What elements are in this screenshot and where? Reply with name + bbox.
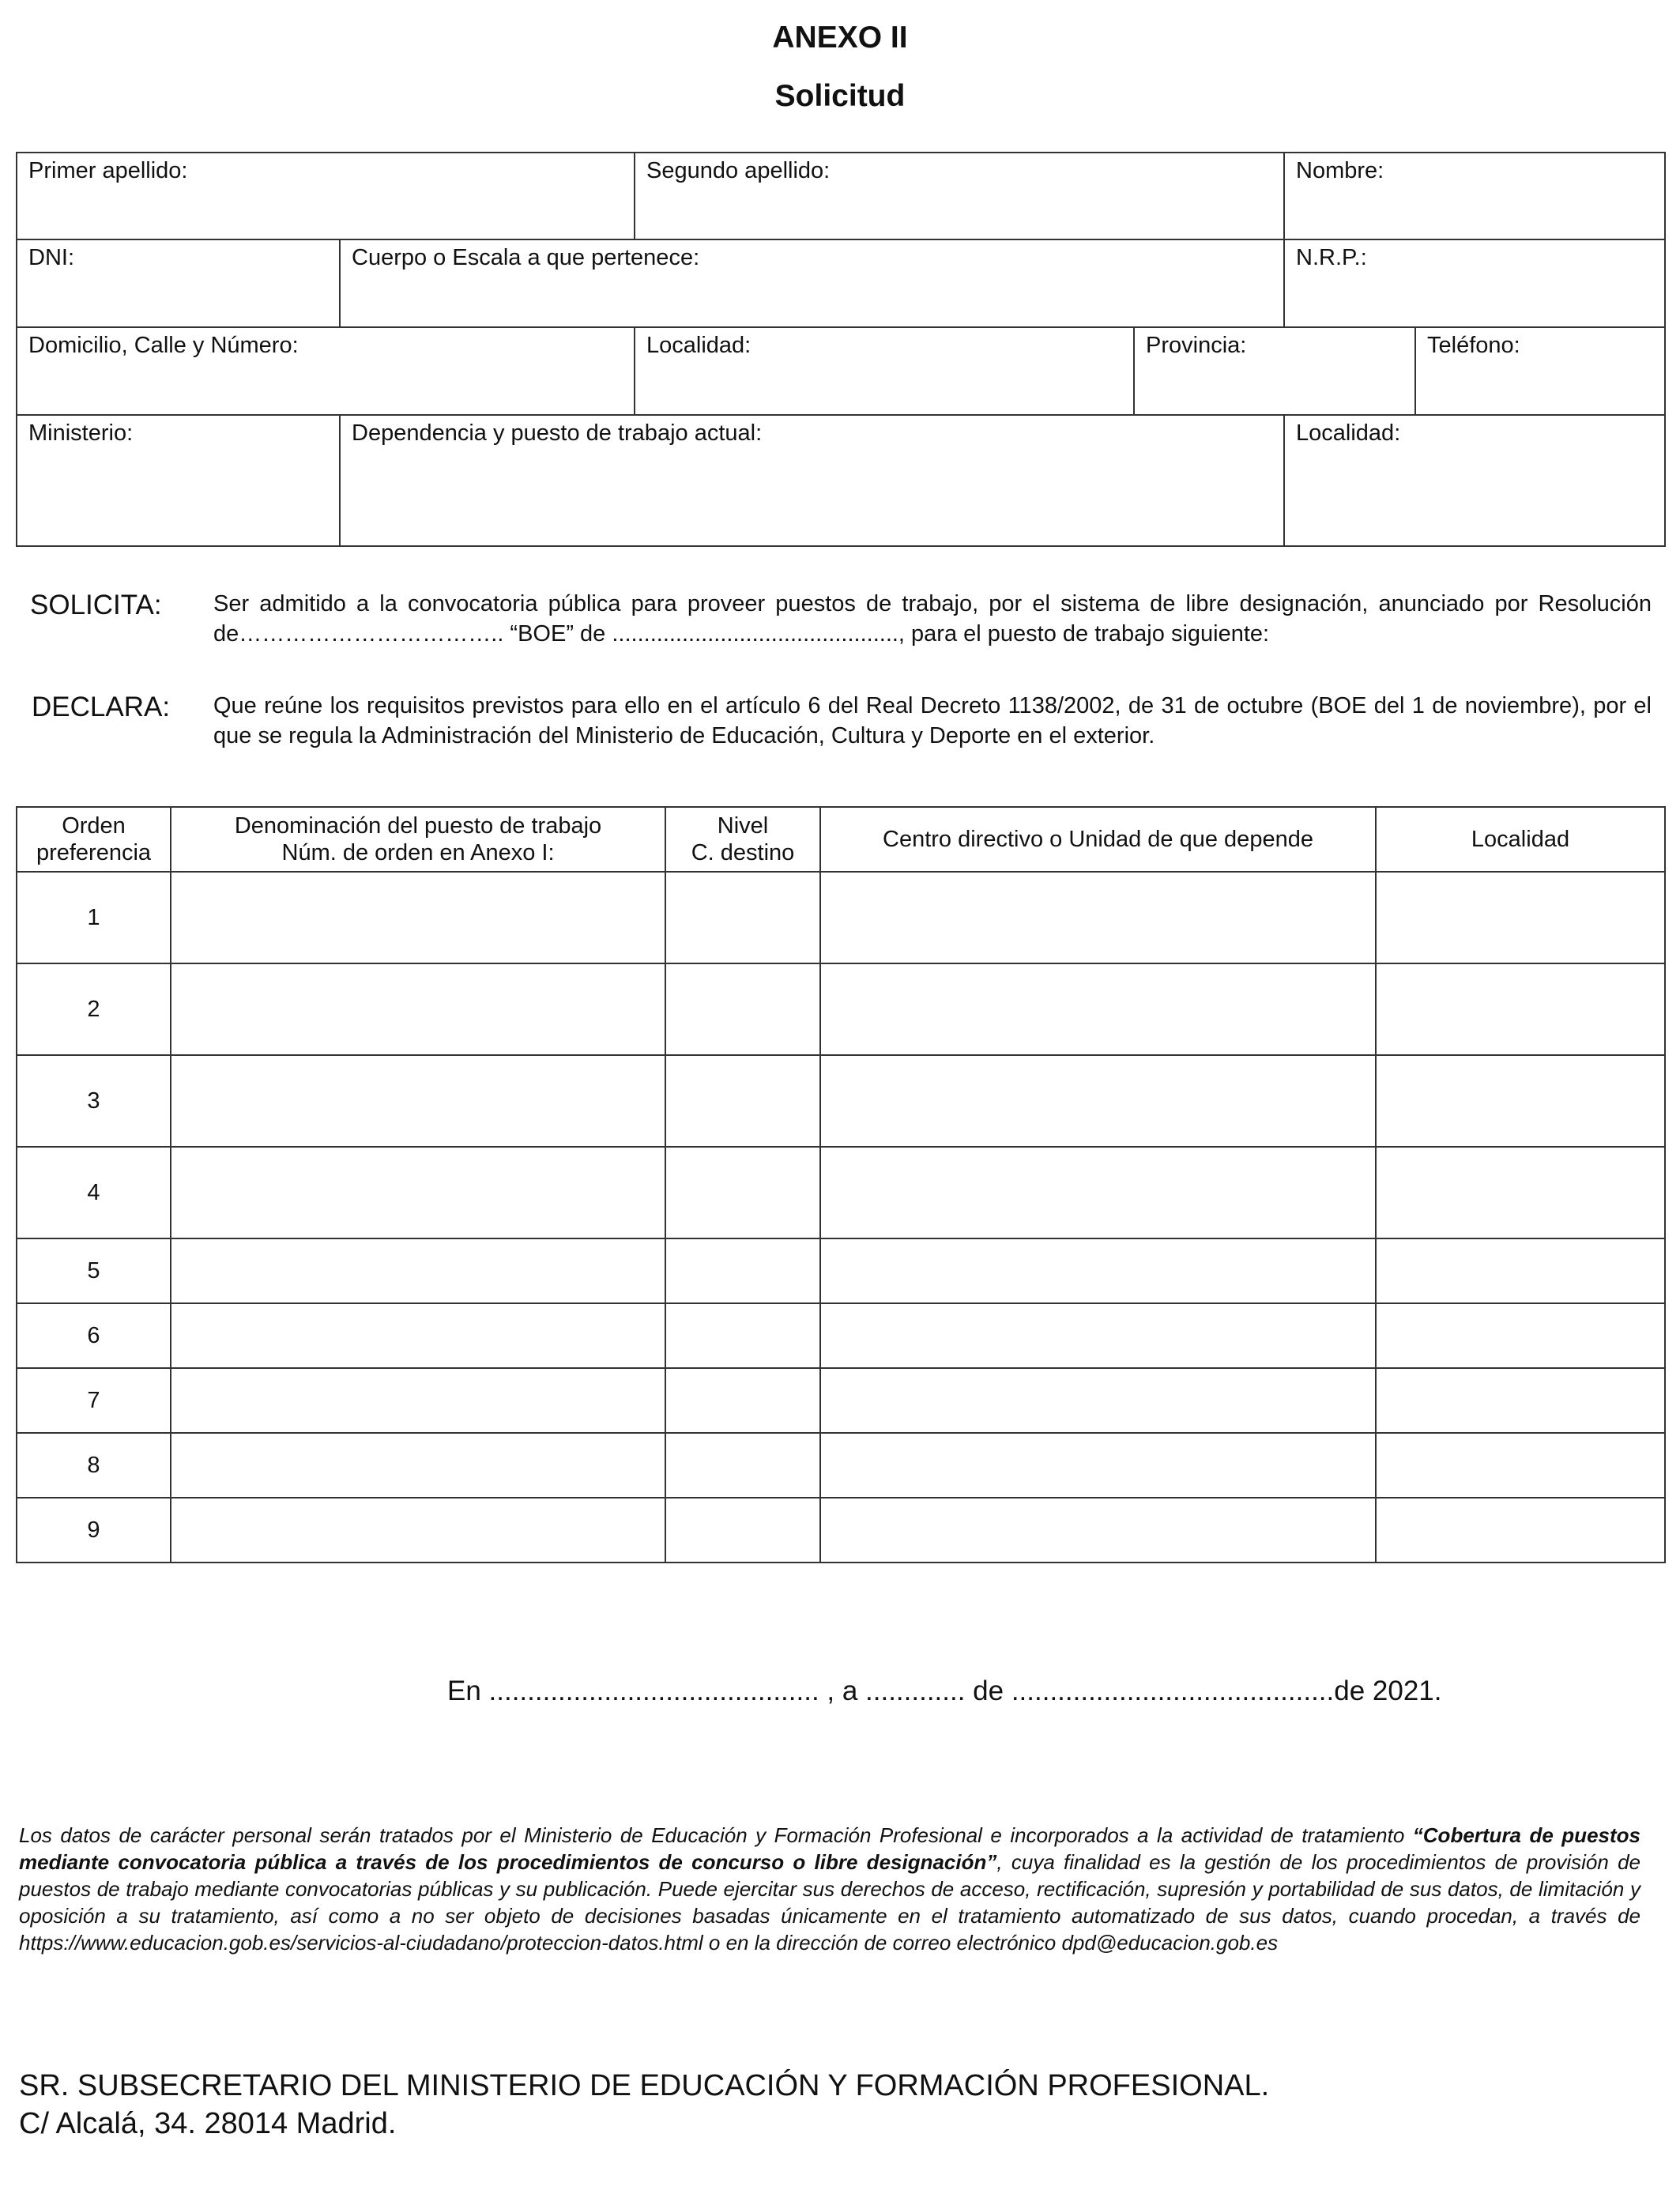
localidad-cell[interactable] (1376, 1238, 1665, 1303)
header-nivel (665, 807, 820, 872)
document-subtitle: Solicitud (774, 79, 906, 113)
nivel-cell[interactable] (665, 1055, 820, 1147)
table-row (17, 1498, 1665, 1563)
field-label: Cuerpo o Escala a que pertenece: (352, 245, 700, 270)
header-denominacion (171, 807, 665, 872)
denominacion-cell[interactable] (171, 1055, 665, 1147)
privacy-rest: , cuya finalidad es la gestión de los procedimientos de provisión de puestos de trabajo mediante convocatorias públicas y su publicación. Puede ejercitar sus derechos de acceso, rectificación, supresión y portabilidad de sus datos, de limitación y oposición a su tratamiento, así como a no ser objeto de decisiones basadas únicamente en el tratamiento automatizado de sus datos, cuando procedan, a través de https://www.educacion.gob.es/servicios-al-ciudadano/proteccion-datos.html o en la dirección de correo electrónico dpd@educacion.gob.es (19, 1850, 1641, 1955)
field-nrp[interactable] (1284, 239, 1665, 327)
preferences-rows (17, 872, 1665, 1563)
table-row (17, 1303, 1665, 1368)
declara-label: DECLARA: (32, 692, 171, 722)
table-row (17, 1238, 1665, 1303)
localidad-cell[interactable] (1376, 1303, 1665, 1368)
row-number-cell: 3 (17, 1055, 171, 1147)
row-number-cell: 6 (17, 1303, 171, 1368)
table-row (17, 1433, 1665, 1498)
nivel-cell[interactable] (665, 1303, 820, 1368)
field-label: DNI: (28, 245, 74, 270)
row-number-cell: 2 (17, 963, 171, 1055)
localidad-cell[interactable] (1376, 1147, 1665, 1238)
table-row (17, 963, 1665, 1055)
field-label: Teléfono: (1427, 333, 1520, 358)
centro-directivo-cell[interactable] (820, 963, 1376, 1055)
table-row (17, 1055, 1665, 1147)
field-primer-apellido[interactable] (17, 153, 635, 239)
document-title: ANEXO II (772, 21, 908, 55)
addressee (19, 2067, 1269, 2143)
localidad-cell[interactable] (1376, 1498, 1665, 1563)
localidad-cell[interactable] (1376, 963, 1665, 1055)
field-segundo-apellido[interactable] (635, 153, 1284, 239)
field-label: Provincia: (1146, 333, 1247, 358)
table-row (17, 1368, 1665, 1433)
privacy-intro: Los datos de carácter personal serán tratados por el Ministerio de Educación y Formación Profesional e incorporados a la actividad de tratamiento (19, 1823, 1413, 1847)
localidad-cell[interactable] (1376, 1055, 1665, 1147)
field-localidad-trabajo[interactable] (1284, 415, 1665, 546)
denominacion-cell[interactable] (171, 963, 665, 1055)
solicita-text: Ser admitido a la convocatoria pública para proveer puestos de trabajo, por el sistema de libre designación, anunciado por Resolución de…………………………….. “BOE” de ............................................., para el puesto de trabajo siguiente: (213, 591, 1652, 647)
field-nombre[interactable] (1284, 153, 1665, 239)
centro-directivo-cell[interactable] (820, 872, 1376, 963)
localidad-cell[interactable] (1376, 1433, 1665, 1498)
field-label: Primer apellido: (28, 158, 188, 183)
centro-directivo-cell[interactable] (820, 1055, 1376, 1147)
nivel-cell[interactable] (665, 1238, 820, 1303)
privacy-activity: “Cobertura de puestos mediante convocatoria pública a través de los procedimientos de concurso o libre designación” (19, 1823, 1640, 1874)
field-label: N.R.P.: (1296, 245, 1367, 270)
header-localidad: Localidad (1376, 807, 1665, 872)
header-centro-directivo: Centro directivo o Unidad de que depende (820, 807, 1376, 872)
field-label: Nombre: (1296, 158, 1384, 183)
header-line: Denominación del puesto de trabajo (234, 813, 602, 839)
field-dependencia-puesto[interactable] (340, 415, 1284, 546)
header-line: Nivel (717, 813, 769, 839)
denominacion-cell[interactable] (171, 872, 665, 963)
field-telefono[interactable] (1415, 327, 1665, 415)
field-provincia[interactable] (1134, 327, 1415, 415)
table-row (17, 872, 1665, 963)
nivel-cell[interactable] (665, 1147, 820, 1238)
centro-directivo-cell[interactable] (820, 1433, 1376, 1498)
field-ministerio[interactable] (17, 415, 340, 546)
field-localidad[interactable] (635, 327, 1134, 415)
nivel-cell[interactable] (665, 1433, 820, 1498)
denominacion-cell[interactable] (171, 1368, 665, 1433)
denominacion-cell[interactable] (171, 1238, 665, 1303)
row-number-cell: 5 (17, 1238, 171, 1303)
field-label: Localidad: (646, 333, 751, 358)
table-row (17, 1147, 1665, 1238)
denominacion-cell[interactable] (171, 1498, 665, 1563)
field-dni[interactable] (17, 239, 340, 327)
header-line: Orden (62, 813, 126, 839)
personal-data-form (16, 152, 1666, 547)
solicita-label: SOLICITA: (30, 590, 162, 620)
centro-directivo-cell[interactable] (820, 1498, 1376, 1563)
nivel-cell[interactable] (665, 1498, 820, 1563)
field-label: Segundo apellido: (646, 158, 831, 183)
localidad-cell[interactable] (1376, 1368, 1665, 1433)
field-domicilio[interactable] (17, 327, 635, 415)
row-number-cell: 7 (17, 1368, 171, 1433)
row-number-cell: 9 (17, 1498, 171, 1563)
nivel-cell[interactable] (665, 872, 820, 963)
field-label: Dependencia y puesto de trabajo actual: (352, 420, 763, 446)
localidad-cell[interactable] (1376, 872, 1665, 963)
date-line: En ........................................... , a ............. de ..........................................de 2021. (447, 1676, 1442, 1706)
header-line: C. destino (691, 840, 795, 865)
centro-directivo-cell[interactable] (820, 1147, 1376, 1238)
centro-directivo-cell[interactable] (820, 1238, 1376, 1303)
preferences-table (16, 806, 1666, 1563)
centro-directivo-cell[interactable] (820, 1303, 1376, 1368)
declara-text: Que reúne los requisitos previstos para ello en el artículo 6 del Real Decreto 1138/2002, de 31 de octubre (BOE del 1 de noviembre), por el que se regula la Administración del Ministerio de Educación, Cultura y Deporte en el exterior. (213, 693, 1652, 748)
field-cuerpo-escala[interactable] (340, 239, 1284, 327)
field-label: Localidad: (1296, 420, 1401, 446)
field-label: Domicilio, Calle y Número: (28, 333, 299, 358)
row-number-cell: 1 (17, 872, 171, 963)
denominacion-cell[interactable] (171, 1303, 665, 1368)
table-header-row (17, 807, 1665, 872)
denominacion-cell[interactable] (171, 1147, 665, 1238)
row-number-cell: 4 (17, 1147, 171, 1238)
privacy-notice (19, 1822, 1640, 1956)
header-line: Núm. de orden en Anexo I: (281, 840, 555, 865)
header-line: preferencia (36, 840, 152, 865)
addressee-line-1: SR. SUBSECRETARIO DEL MINISTERIO DE EDUCACIÓN Y FORMACIÓN PROFESIONAL. (19, 2069, 1270, 2102)
nivel-cell[interactable] (665, 963, 820, 1055)
nivel-cell[interactable] (665, 1368, 820, 1433)
centro-directivo-cell[interactable] (820, 1368, 1376, 1433)
field-label: Ministerio: (28, 420, 134, 446)
denominacion-cell[interactable] (171, 1433, 665, 1498)
header-orden-preferencia (17, 807, 171, 872)
row-number-cell: 8 (17, 1433, 171, 1498)
addressee-line-2: C/ Alcalá, 34. 28014 Madrid. (19, 2107, 397, 2140)
